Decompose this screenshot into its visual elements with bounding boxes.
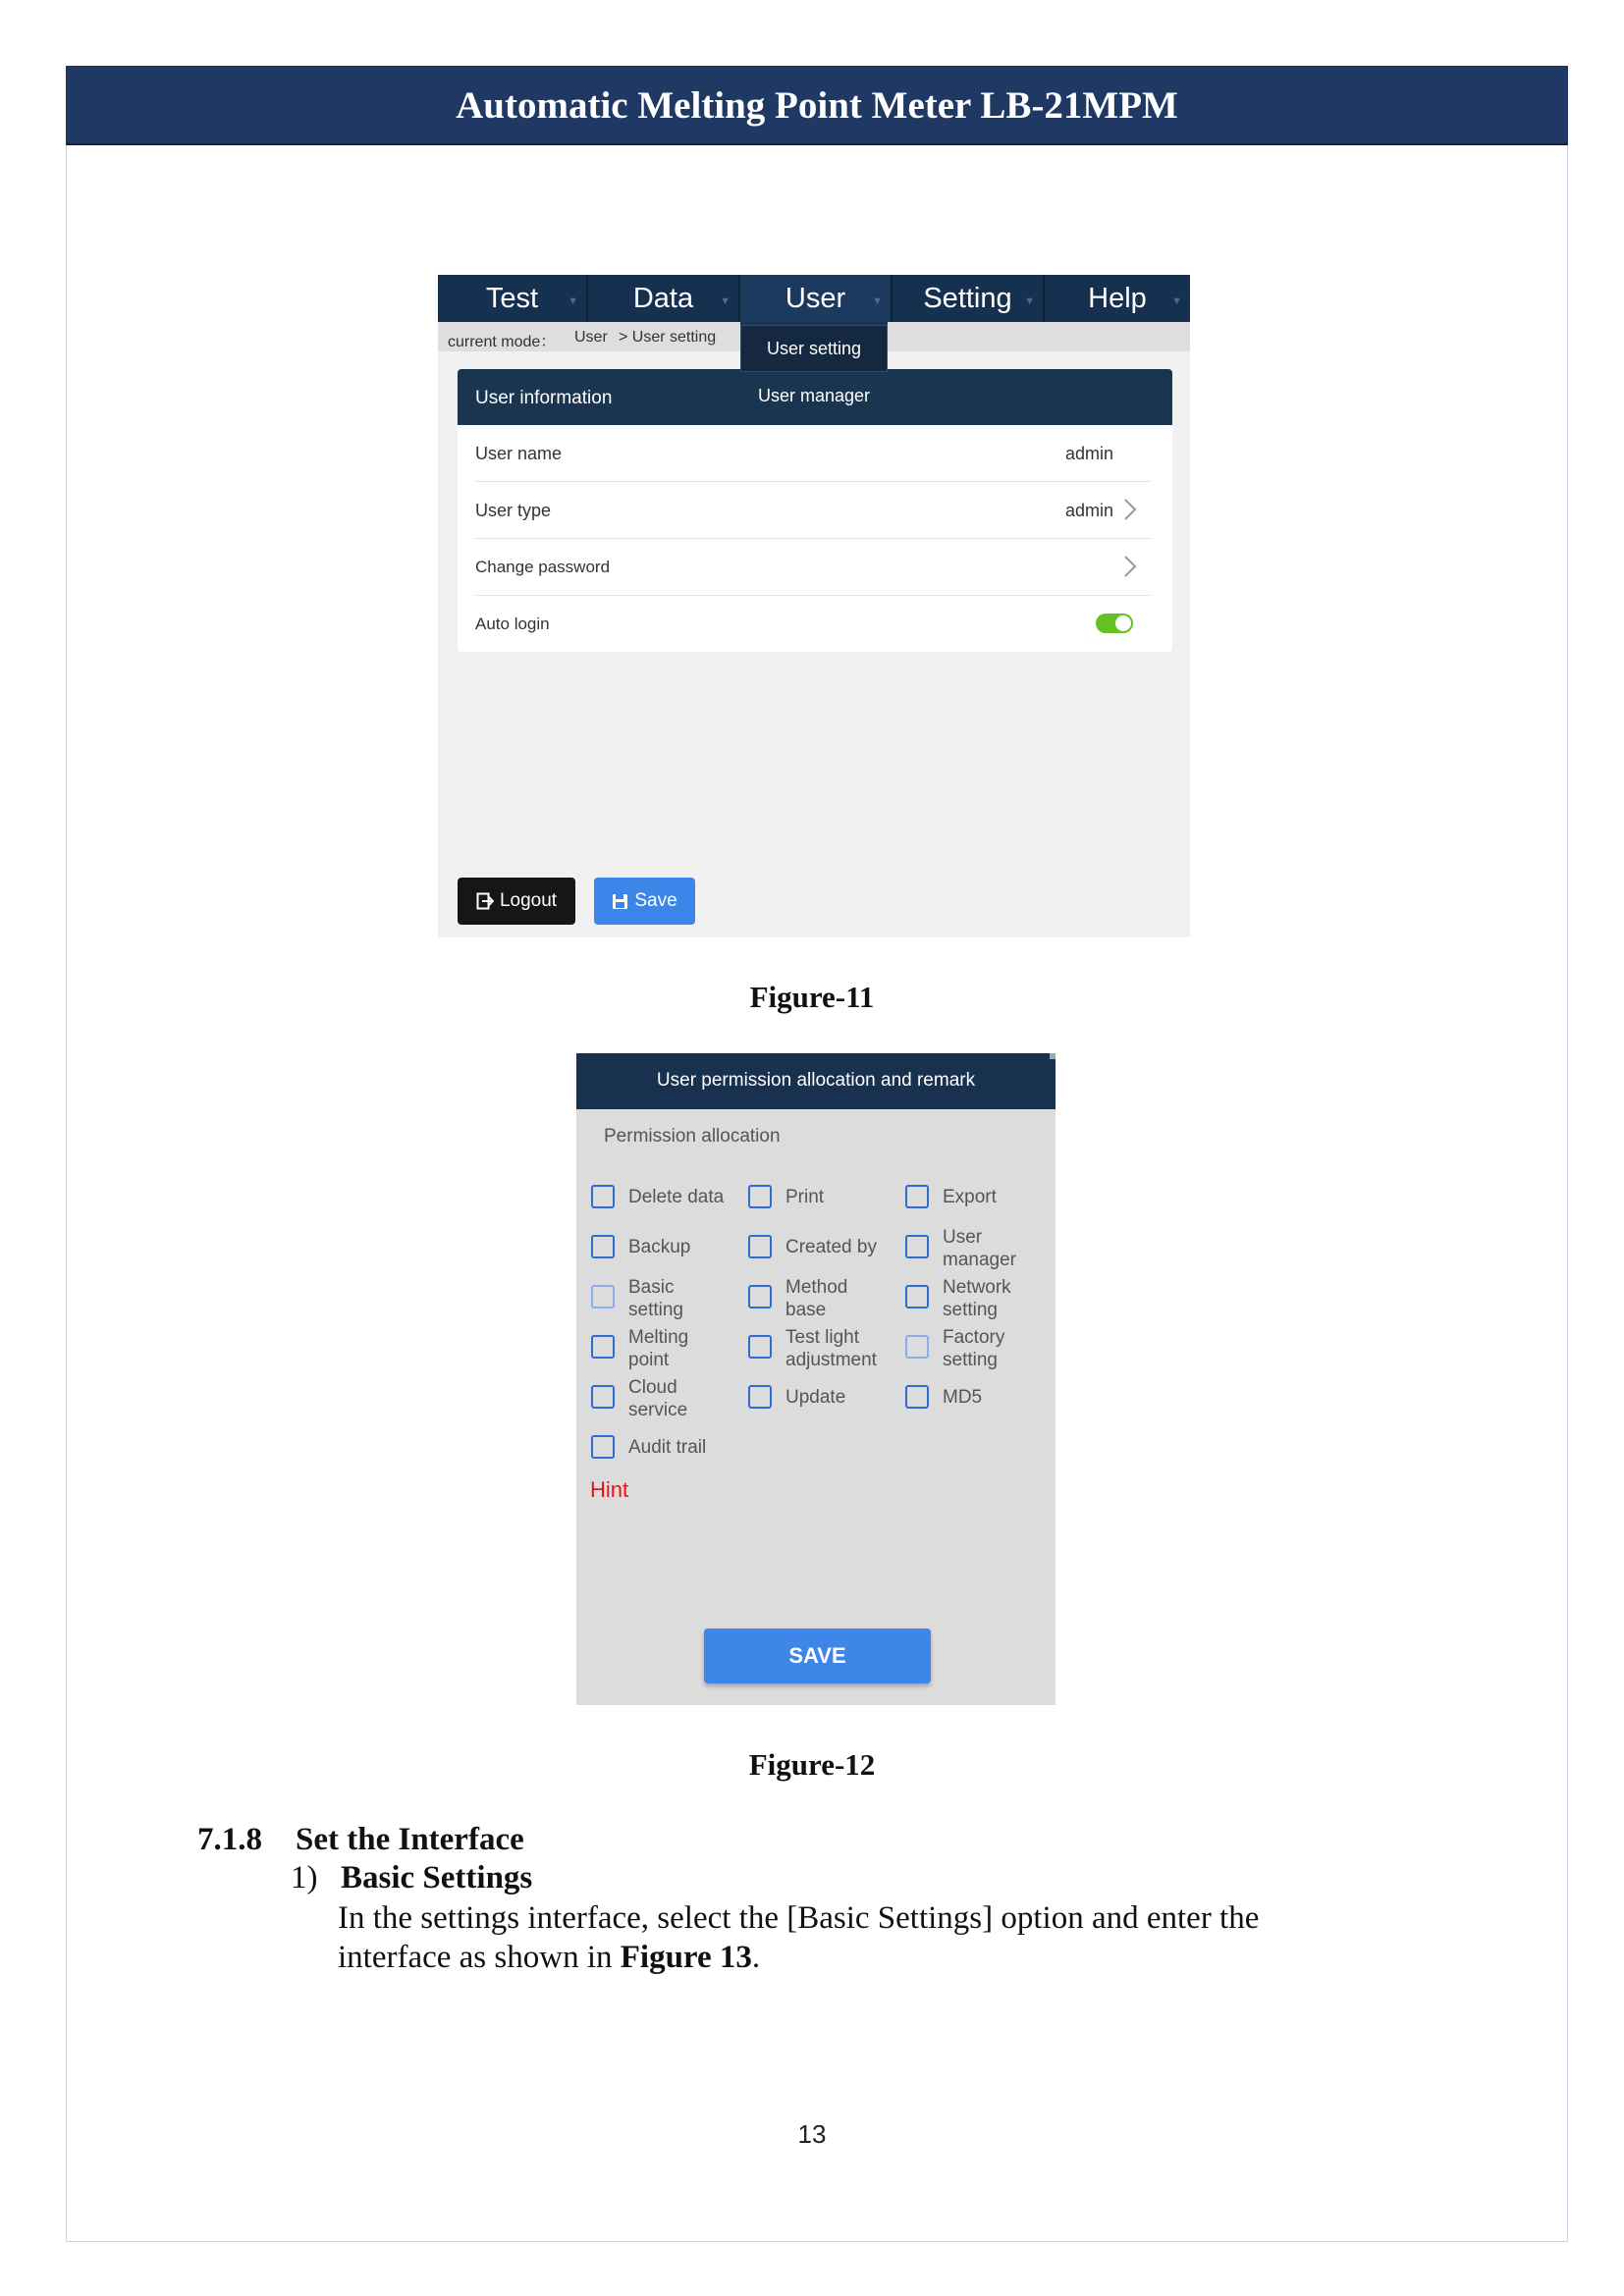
- figure-11-caption: Figure-11: [749, 980, 875, 1014]
- label-line: service: [628, 1400, 688, 1420]
- mode-page: > User setting: [619, 329, 717, 346]
- checkbox-label: Update: [785, 1387, 846, 1408]
- chevron-down-icon: ▼: [568, 295, 578, 307]
- checkbox-label: Backup: [628, 1237, 691, 1257]
- checkbox-test-light-adjustment[interactable]: [748, 1335, 772, 1359]
- checkbox-label: Print: [785, 1187, 825, 1207]
- paragraph-line: In the settings interface, select the [Basic Settings] option and enter the: [338, 1900, 1260, 1936]
- auto-login-row: [475, 596, 1151, 652]
- checkbox-label: [785, 1326, 877, 1371]
- checkbox-export[interactable]: [905, 1185, 929, 1208]
- mode-label: current mode：: [448, 334, 557, 350]
- user-name-label: User name: [475, 444, 563, 463]
- checkbox-label: [943, 1226, 1016, 1271]
- paragraph-line: [338, 1938, 1398, 1977]
- chevron-right-icon: [1121, 496, 1139, 523]
- paragraph-text: interface as shown in: [338, 1940, 621, 1975]
- chevron-down-icon: ▼: [1171, 295, 1182, 307]
- checkbox-label: [943, 1326, 1004, 1371]
- figure-12-caption: Figure-12: [748, 1747, 876, 1782]
- menu-test-label: Test: [485, 282, 539, 314]
- label-line: base: [785, 1300, 827, 1320]
- checkbox-label: Delete data: [628, 1187, 725, 1207]
- permission-dialog-title: User permission allocation and remark: [656, 1070, 976, 1091]
- permission-allocation-label: Permission allocation: [604, 1126, 781, 1147]
- user-name-row: [475, 425, 1151, 482]
- auto-login-toggle[interactable]: [1096, 614, 1133, 633]
- menu-setting[interactable]: [893, 275, 1045, 322]
- checkbox-label: [628, 1326, 688, 1371]
- list-title: Basic Settings: [341, 1860, 533, 1896]
- logout-icon: [476, 892, 494, 910]
- menu-user-label: User: [785, 282, 846, 314]
- figure-12-screenshot: [576, 1053, 1056, 1705]
- menu-user[interactable]: [740, 275, 893, 322]
- user-type-label: User type: [475, 501, 552, 520]
- dropdown-user-setting[interactable]: User setting: [740, 325, 888, 372]
- document-title: Automatic Melting Point Meter LB-21MPM: [456, 84, 1178, 127]
- checkbox-label: [785, 1276, 847, 1321]
- checkbox-method-base[interactable]: [748, 1285, 772, 1308]
- label-line: setting: [628, 1300, 683, 1320]
- chevron-down-icon: ▼: [720, 295, 731, 307]
- chevron-down-icon: ▼: [872, 295, 883, 307]
- label-line: adjustment: [785, 1350, 877, 1370]
- save-label: Save: [634, 890, 677, 911]
- label-line: Test light: [785, 1327, 859, 1348]
- checkbox-delete-data[interactable]: [591, 1185, 615, 1208]
- change-password-row[interactable]: [475, 539, 1151, 596]
- toggle-knob: [1115, 615, 1131, 631]
- user-name-value: admin: [1064, 444, 1113, 463]
- label-line: setting: [943, 1350, 998, 1370]
- checkbox-label: [628, 1376, 687, 1421]
- logout-button[interactable]: [458, 878, 575, 925]
- save-button[interactable]: [594, 878, 695, 925]
- figure-11-screenshot: [438, 275, 1190, 937]
- menu-test[interactable]: [438, 275, 588, 322]
- checkbox-melting-point[interactable]: [591, 1335, 615, 1359]
- checkbox-label: Created by: [785, 1237, 877, 1257]
- checkbox-label: MD5: [943, 1387, 983, 1408]
- menu-data-label: Data: [632, 282, 694, 314]
- menu-help-label: Help: [1088, 282, 1147, 314]
- dropdown-user-manager[interactable]: User manager: [757, 385, 871, 405]
- floppy-disk-icon: [612, 893, 628, 910]
- menu-data[interactable]: [588, 275, 740, 322]
- label-line: manager: [943, 1250, 1016, 1270]
- checkbox-basic-setting[interactable]: [591, 1285, 615, 1308]
- checkbox-backup[interactable]: [591, 1235, 615, 1258]
- checkbox-label: [943, 1276, 1011, 1321]
- label-line: Method: [785, 1277, 848, 1298]
- user-information-title: User information: [475, 388, 613, 408]
- user-dropdown-menu: [740, 322, 888, 419]
- change-password-label: Change password: [475, 558, 611, 576]
- label-line: Network: [943, 1277, 1011, 1298]
- resize-corner: [1050, 1053, 1056, 1059]
- section-title: Set the Interface: [296, 1822, 524, 1857]
- list-number: 1): [291, 1860, 318, 1896]
- logout-label: Logout: [499, 890, 558, 911]
- checkbox-label: Audit trail: [628, 1437, 707, 1458]
- paragraph-text: .: [751, 1940, 761, 1975]
- chevron-right-icon: [1121, 553, 1139, 580]
- checkbox-print[interactable]: [748, 1185, 772, 1208]
- checkbox-user-manager[interactable]: [905, 1235, 929, 1258]
- auto-login-label: Auto login: [475, 614, 550, 633]
- checkbox-cloud-service[interactable]: [591, 1385, 615, 1409]
- top-menu-bar: [438, 275, 1190, 322]
- label-line: setting: [943, 1300, 998, 1320]
- label-line: User: [943, 1227, 983, 1248]
- label-line: Basic: [628, 1277, 675, 1298]
- checkbox-label: [628, 1276, 683, 1321]
- checkbox-update[interactable]: [748, 1385, 772, 1409]
- hint-text: Hint: [590, 1477, 629, 1502]
- menu-help[interactable]: [1045, 275, 1190, 322]
- label-line: Melting: [628, 1327, 689, 1348]
- section-paragraph: [338, 1898, 1398, 1977]
- section-number: 7.1.8: [197, 1822, 262, 1857]
- checkbox-created-by[interactable]: [748, 1235, 772, 1258]
- save-button[interactable]: SAVE: [704, 1629, 931, 1683]
- menu-setting-label: Setting: [923, 282, 1012, 314]
- label-line: Cloud: [628, 1377, 677, 1398]
- checkbox-audit-trail[interactable]: [591, 1435, 615, 1459]
- label-line: Factory: [943, 1327, 1005, 1348]
- figure-reference: Figure 13: [620, 1940, 752, 1975]
- mode-section: User: [574, 329, 608, 346]
- checkbox-network-setting[interactable]: [905, 1285, 929, 1308]
- checkbox-factory-setting[interactable]: [905, 1335, 929, 1359]
- document-header: [66, 66, 1568, 145]
- checkbox-md5[interactable]: [905, 1385, 929, 1409]
- chevron-down-icon: ▼: [1024, 295, 1035, 307]
- page-number: 13: [797, 2119, 827, 2149]
- user-type-value: admin: [1064, 501, 1113, 520]
- label-line: point: [628, 1350, 670, 1370]
- permission-dialog-header: [576, 1053, 1056, 1109]
- checkbox-label: Export: [943, 1187, 997, 1207]
- user-type-row[interactable]: [475, 482, 1151, 539]
